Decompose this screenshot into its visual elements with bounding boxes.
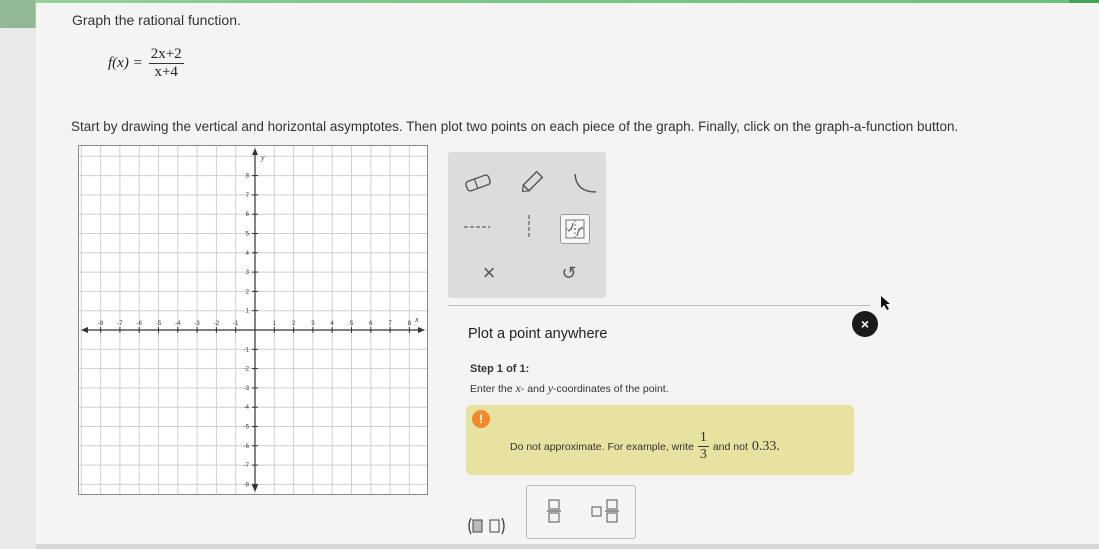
note-text-row bbox=[510, 430, 780, 463]
x-tick-label: 5 bbox=[349, 321, 354, 327]
x-tick-label: -1 bbox=[233, 321, 239, 327]
y-tick-label: -5 bbox=[243, 424, 249, 431]
x-tick-label: 2 bbox=[291, 321, 296, 327]
y-axis-arrow-down bbox=[252, 485, 258, 492]
eraser-tool-button[interactable] bbox=[462, 170, 494, 196]
approximation-note bbox=[466, 405, 854, 475]
mouse-cursor-icon bbox=[880, 295, 892, 311]
section-divider bbox=[448, 305, 870, 306]
y-tick-label: -6 bbox=[243, 443, 249, 450]
y-tick-label: -2 bbox=[243, 366, 249, 373]
x-tick-label: -4 bbox=[175, 321, 181, 327]
x-tick-label: -6 bbox=[136, 321, 142, 327]
mixed-number-icon bbox=[591, 498, 621, 524]
curve-tool-button[interactable] bbox=[566, 168, 600, 198]
enter-prefix: Enter the bbox=[470, 383, 516, 395]
answer-tools-box bbox=[526, 485, 636, 539]
x-tick-label: 3 bbox=[311, 321, 315, 327]
x-tick-label: -8 bbox=[97, 321, 104, 327]
note-frac-denominator: 3 bbox=[699, 447, 707, 462]
y-variable: y bbox=[547, 381, 554, 395]
close-button[interactable]: × bbox=[852, 311, 878, 337]
horizontal-asymptote-icon bbox=[462, 222, 492, 232]
note-frac-numerator: 1 bbox=[699, 430, 707, 445]
y-tick-label: 3 bbox=[245, 270, 249, 277]
warning-icon: ! bbox=[472, 410, 490, 428]
y-tick-label: -7 bbox=[243, 463, 249, 470]
y-tick-label: 4 bbox=[245, 250, 249, 257]
x-variable: x bbox=[515, 381, 521, 395]
y-tick-label: -3 bbox=[243, 385, 249, 392]
graph-toolbox bbox=[448, 152, 606, 298]
enter-suffix: -coordinates of the point. bbox=[553, 383, 669, 395]
formula-fraction bbox=[149, 46, 184, 81]
y-tick-label: 2 bbox=[245, 289, 249, 296]
enter-coordinates-prompt bbox=[470, 381, 669, 396]
note-example-fraction bbox=[698, 430, 709, 463]
y-tick-label: -4 bbox=[243, 405, 249, 412]
plot-point-title: Plot a point anywhere bbox=[468, 326, 608, 342]
formula-numerator: 2x+2 bbox=[150, 46, 182, 62]
y-tick-label: 7 bbox=[245, 192, 249, 199]
graph-a-function-button[interactable] bbox=[560, 214, 590, 244]
x-tick-label: 6 bbox=[369, 321, 373, 327]
y-tick-label: 8 bbox=[245, 173, 249, 180]
note-and-not: and not bbox=[712, 440, 748, 453]
graph-a-function-icon bbox=[564, 218, 586, 240]
pencil-icon bbox=[518, 170, 544, 196]
rational-function-formula bbox=[108, 46, 184, 81]
fraction-icon bbox=[546, 498, 562, 524]
bottom-border bbox=[36, 544, 1099, 549]
curve-icon bbox=[568, 170, 598, 196]
y-axis-label: y bbox=[261, 153, 265, 162]
enter-middle: - and bbox=[520, 383, 548, 395]
step-indicator: Step 1 of 1: bbox=[470, 363, 530, 375]
eraser-icon bbox=[463, 173, 493, 193]
ordered-pair-button[interactable] bbox=[466, 516, 510, 539]
x-tick-label: 7 bbox=[388, 321, 392, 327]
x-tick-label: -2 bbox=[213, 321, 220, 327]
note-approx-value: 0.33. bbox=[751, 438, 780, 454]
x-tick-label: 8 bbox=[407, 321, 412, 327]
y-tick-label: -8 bbox=[243, 482, 249, 489]
note-text: Do not approximate. For example, write bbox=[510, 440, 694, 453]
fraction-button[interactable] bbox=[541, 496, 567, 526]
vertical-asymptote-icon bbox=[524, 213, 534, 239]
ordered-pair-icon bbox=[466, 516, 510, 536]
x-tick-label: 1 bbox=[272, 321, 276, 327]
y-tick-label: 6 bbox=[245, 212, 249, 219]
instructions-text: Start by drawing the vertical and horizontal asymptotes. Then plot two points on each piece of the graph. Finally, click on the graph-a-function button. bbox=[71, 119, 959, 134]
formula-denominator: x+4 bbox=[154, 64, 178, 80]
y-tick-label: -1 bbox=[243, 347, 249, 354]
x-axis-label: x bbox=[415, 315, 419, 324]
coordinate-graph[interactable] bbox=[78, 145, 428, 495]
y-tick-label: 1 bbox=[245, 308, 249, 315]
x-tick-label: -7 bbox=[117, 321, 123, 327]
formula-lhs: f(x) = bbox=[108, 55, 143, 71]
horizontal-asymptote-tool-button[interactable] bbox=[460, 218, 494, 236]
y-axis-arrow bbox=[252, 148, 258, 155]
question-title: Graph the rational function. bbox=[72, 12, 241, 28]
x-axis-arrow-left bbox=[81, 327, 88, 333]
x-tick-label: 4 bbox=[330, 321, 334, 327]
x-tick-label: -5 bbox=[155, 321, 162, 327]
vertical-asymptote-tool-button[interactable] bbox=[514, 212, 544, 240]
pencil-tool-button[interactable] bbox=[516, 168, 546, 198]
x-tick-label: -3 bbox=[194, 321, 200, 327]
graph-canvas[interactable] bbox=[79, 146, 427, 494]
undo-button[interactable]: ↺ bbox=[561, 262, 577, 283]
banner-left-tab bbox=[0, 0, 35, 28]
mixed-number-button[interactable] bbox=[589, 496, 623, 526]
y-tick-label: 5 bbox=[245, 231, 249, 238]
clear-button[interactable]: × bbox=[482, 260, 496, 285]
x-axis-arrow bbox=[418, 327, 425, 333]
